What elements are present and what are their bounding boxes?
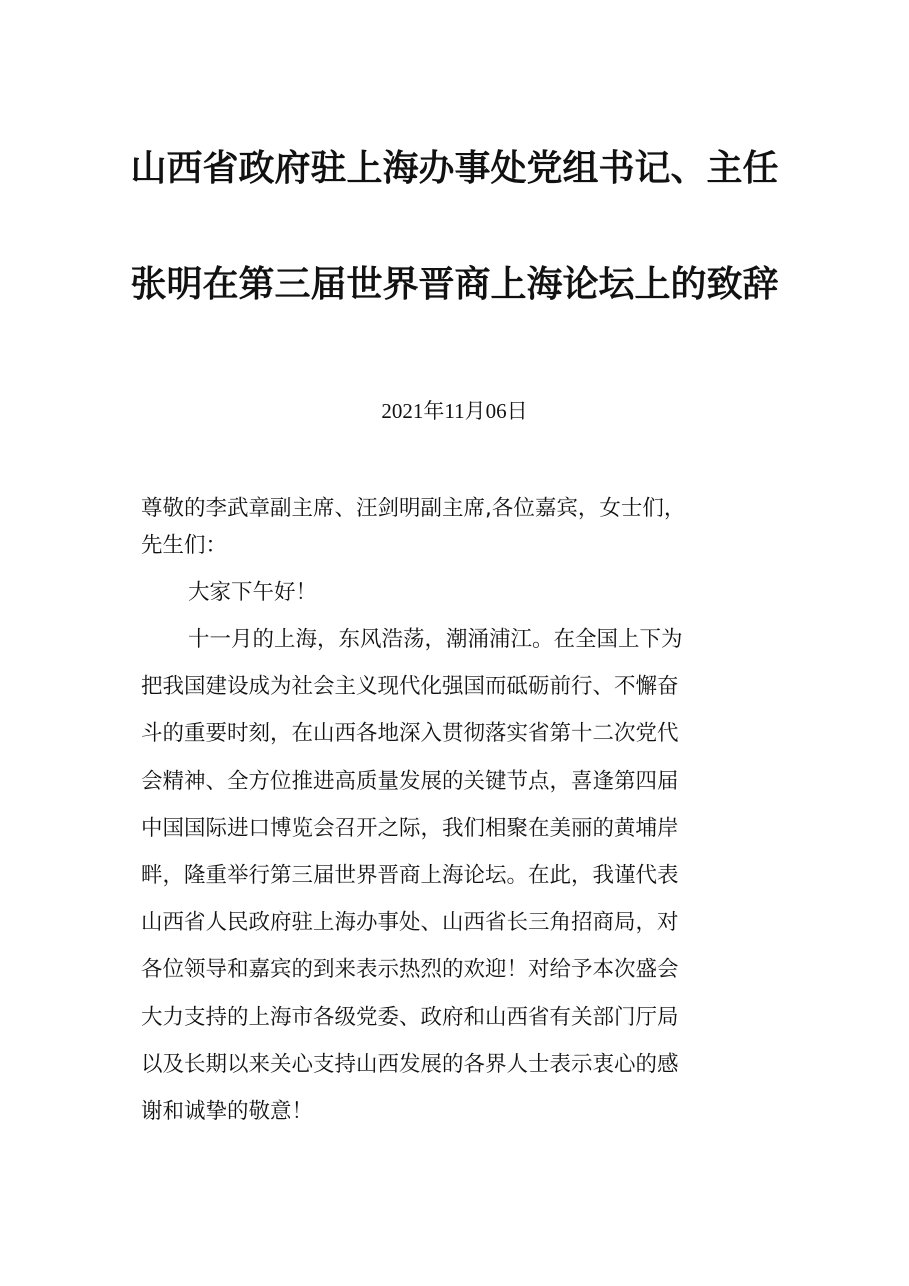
salutation-line-2: 先生们：: [141, 532, 228, 558]
paragraph-line-8: 各位领导和嘉宾的到来表示热烈的欢迎！对给予本次盛会: [141, 957, 679, 983]
paragraph-line-9: 大力支持的上海市各级党委、政府和山西省有关部门厅局: [141, 1004, 679, 1030]
document-title-line-1: 山西省政府驻上海办事处党组书记、主任: [130, 147, 779, 189]
document-title-line-2: 张明在第三届世界晋商上海论坛上的致辞: [130, 263, 779, 305]
paragraph-line-1: 十一月的上海，东风浩荡，潮涌浦江。在全国上下为: [188, 627, 683, 653]
paragraph-line-7: 山西省人民政府驻上海办事处、山西省长三角招商局，对: [141, 910, 679, 936]
paragraph-line-2: 把我国建设成为社会主义现代化强国而砥砺前行、不懈奋: [141, 674, 679, 700]
document-body: [141, 491, 751, 1131]
paragraph-line-3: 斗的重要时刻，在山西各地深入贯彻落实省第十二次党代: [141, 721, 679, 747]
paragraph-line-5: 中国国际进口博览会召开之际，我们相聚在美丽的黄埔岸: [141, 815, 679, 841]
greeting-line: 大家下午好！: [188, 579, 318, 605]
paragraph-line-4: 会精神、全方位推进高质量发展的关键节点，喜逢第四届: [141, 768, 679, 794]
salutation-line-1: 尊敬的李武章副主席、汪剑明副主席,各位嘉宾，女士们，: [141, 496, 686, 521]
paragraph-line-10: 以及长期以来关心支持山西发展的各界人士表示衷心的感: [141, 1051, 679, 1077]
paragraph-line-11: 谢和诚挚的敬意！: [141, 1098, 314, 1124]
paragraph-line-6: 畔，隆重举行第三届世界晋商上海论坛。在此，我谨代表: [141, 863, 679, 888]
document-date: 2021年11月06日: [381, 399, 528, 423]
